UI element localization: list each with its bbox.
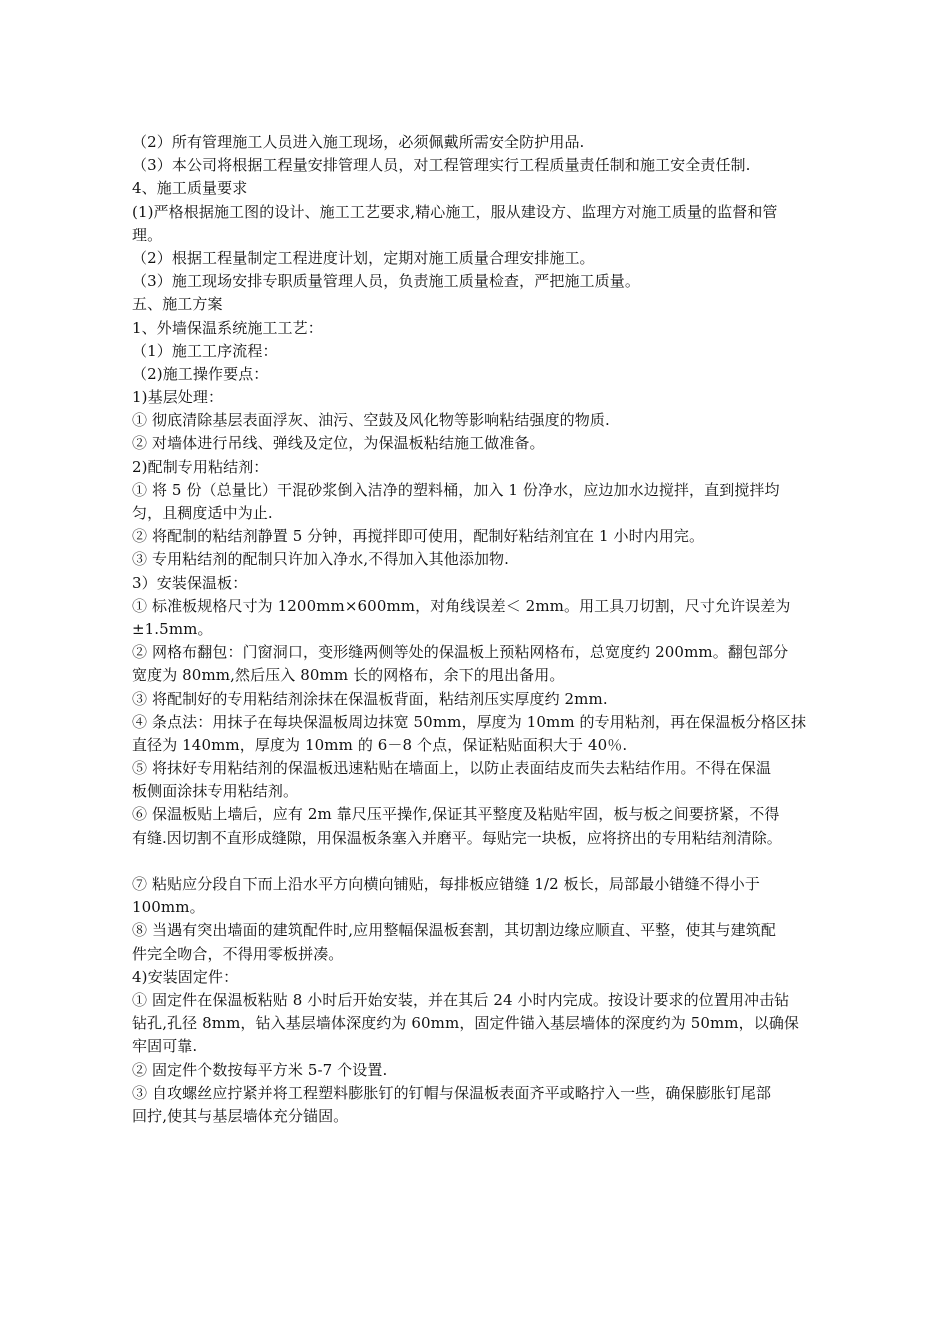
document-body	[132, 131, 862, 1128]
text-line: （2）所有管理施工人员进入施工现场，必须佩戴所需安全防护用品.	[132, 133, 585, 151]
text-line: 板侧面涂抹专用粘结剂。	[132, 782, 299, 801]
text-line: 直径为 140mm，厚度为 10mm 的 6－8 个点，保证粘贴面积大于 40％.	[132, 735, 628, 754]
text-line: 100mm。	[132, 898, 205, 917]
text-line: ① 固定件在保温板粘贴 8 小时后开始安装，并在其后 24 小时内完成。按设计要求的位置用冲击钻	[132, 990, 790, 1009]
subheading: 3）安装保温板：	[132, 573, 248, 592]
text-line: ④ 条点法：用抹子在每块保温板周边抹宽 50mm，厚度为 10mm 的专用粘剂，再在保温板分格区抹	[132, 712, 807, 731]
text-line: （1）施工工序流程：	[132, 341, 278, 360]
text-line: ③ 专用粘结剂的配制只许加入净水,不得加入其他添加物.	[132, 550, 510, 569]
text-line: （3）施工现场安排专职质量管理人员，负责施工质量检查，严把施工质量。	[132, 272, 640, 291]
text-line: ⑥ 保温板贴上墙后，应有 2m 靠尺压平操作,保证其平整度及粘贴牢固，板与板之间要挤紧，不得	[132, 805, 780, 824]
text-line: ② 将配制的粘结剂静置 5 分钟，再搅拌即可使用，配制好粘结剂宜在 1 小时内用完。	[132, 527, 705, 546]
text-line: 牢固可靠.	[132, 1037, 198, 1056]
text-line: 有缝.因切割不直形成缝隙，用保温板条塞入并磨平。每贴完一块板，应将挤出的专用粘结剂清除。	[132, 828, 782, 847]
section-heading: 4、施工质量要求	[132, 179, 248, 198]
text-line: ③ 自攻螺丝应拧紧并将工程塑料膨胀钉的钉帽与保温板表面齐平或略拧入一些，确保膨胀钉尾部	[132, 1083, 772, 1102]
text-line: （2)施工操作要点：	[132, 364, 269, 383]
text-line: ⑦ 粘贴应分段自下而上沿水平方向横向铺贴，每排板应错缝 1/2 板长，局部最小错缝不得小于	[132, 875, 760, 893]
text-line: 理。	[132, 225, 163, 244]
text-line: ② 对墙体进行吊线、弹线及定位，为保温板粘结施工做准备。	[132, 434, 545, 453]
text-line: ② 网格布翻包：门窗洞口，变形缝两侧等处的保温板上预粘网格布，总宽度约 200mm。翻包部分	[132, 643, 789, 662]
text-line: 回拧,使其与基层墙体充分锚固。	[132, 1106, 349, 1125]
blank-line	[132, 850, 862, 873]
text-line: 钻孔,孔径 8mm，钻入基层墙体深度约为 60mm，固定件锚入基层墙体的深度约为 50mm，以确保	[132, 1014, 800, 1033]
text-line: 匀，且稠度适中为止.	[132, 504, 273, 522]
text-line: ⑧ 当遇有突出墙面的建筑配件时,应用整幅保温板套割，其切割边缘应顺直、平整，使其与建筑配	[132, 921, 776, 940]
subheading: 4)安装固定件：	[132, 967, 239, 986]
section-heading: 五、施工方案	[132, 295, 223, 314]
text-line: （2）根据工程量制定工程进度计划，定期对施工质量合理安排施工。	[132, 248, 595, 267]
text-line: (1)严格根据施工图的设计、施工工艺要求,精心施工，服从建设方、监理方对施工质量的监督和管	[132, 202, 778, 221]
text-line: ③ 将配制好的专用粘结剂涂抹在保温板背面，粘结剂压实厚度约 2mm.	[132, 689, 608, 708]
section-heading: 1、外墙保温系统施工工艺：	[132, 318, 323, 337]
text-line: ① 将 5 份（总量比）干混砂浆倒入洁净的塑料桶，加入 1 份净水，应边加水边搅拌，直到搅拌均	[132, 480, 780, 499]
text-line: ① 彻底清除基层表面浮灰、油污、空鼓及风化物等影响粘结强度的物质.	[132, 411, 610, 430]
subheading: 1)基层处理：	[132, 388, 224, 407]
subheading: 2)配制专用粘结剂：	[132, 457, 269, 476]
text-line: ⑤ 将抹好专用粘结剂的保温板迅速粘贴在墙面上，以防止表面结皮而失去粘结作用。不得在保温	[132, 759, 772, 778]
text-line: ① 标准板规格尺寸为 1200mm×600mm，对角线误差＜ 2mm。用工具刀切割，尺寸允许误差为	[132, 596, 791, 615]
text-line: ±1.5mm。	[132, 619, 213, 638]
text-line: ② 固定件个数按每平方米 5-7 个设置.	[132, 1060, 388, 1079]
text-line: （3）本公司将根据工程量安排管理人员，对工程管理实行工程质量责任制和施工安全责任制.	[132, 156, 751, 175]
text-line: 宽度为 80mm,然后压入 80mm 长的网格布，余下的甩出备用。	[132, 666, 565, 685]
text-line: 件完全吻合，不得用零板拼凑。	[132, 944, 344, 963]
